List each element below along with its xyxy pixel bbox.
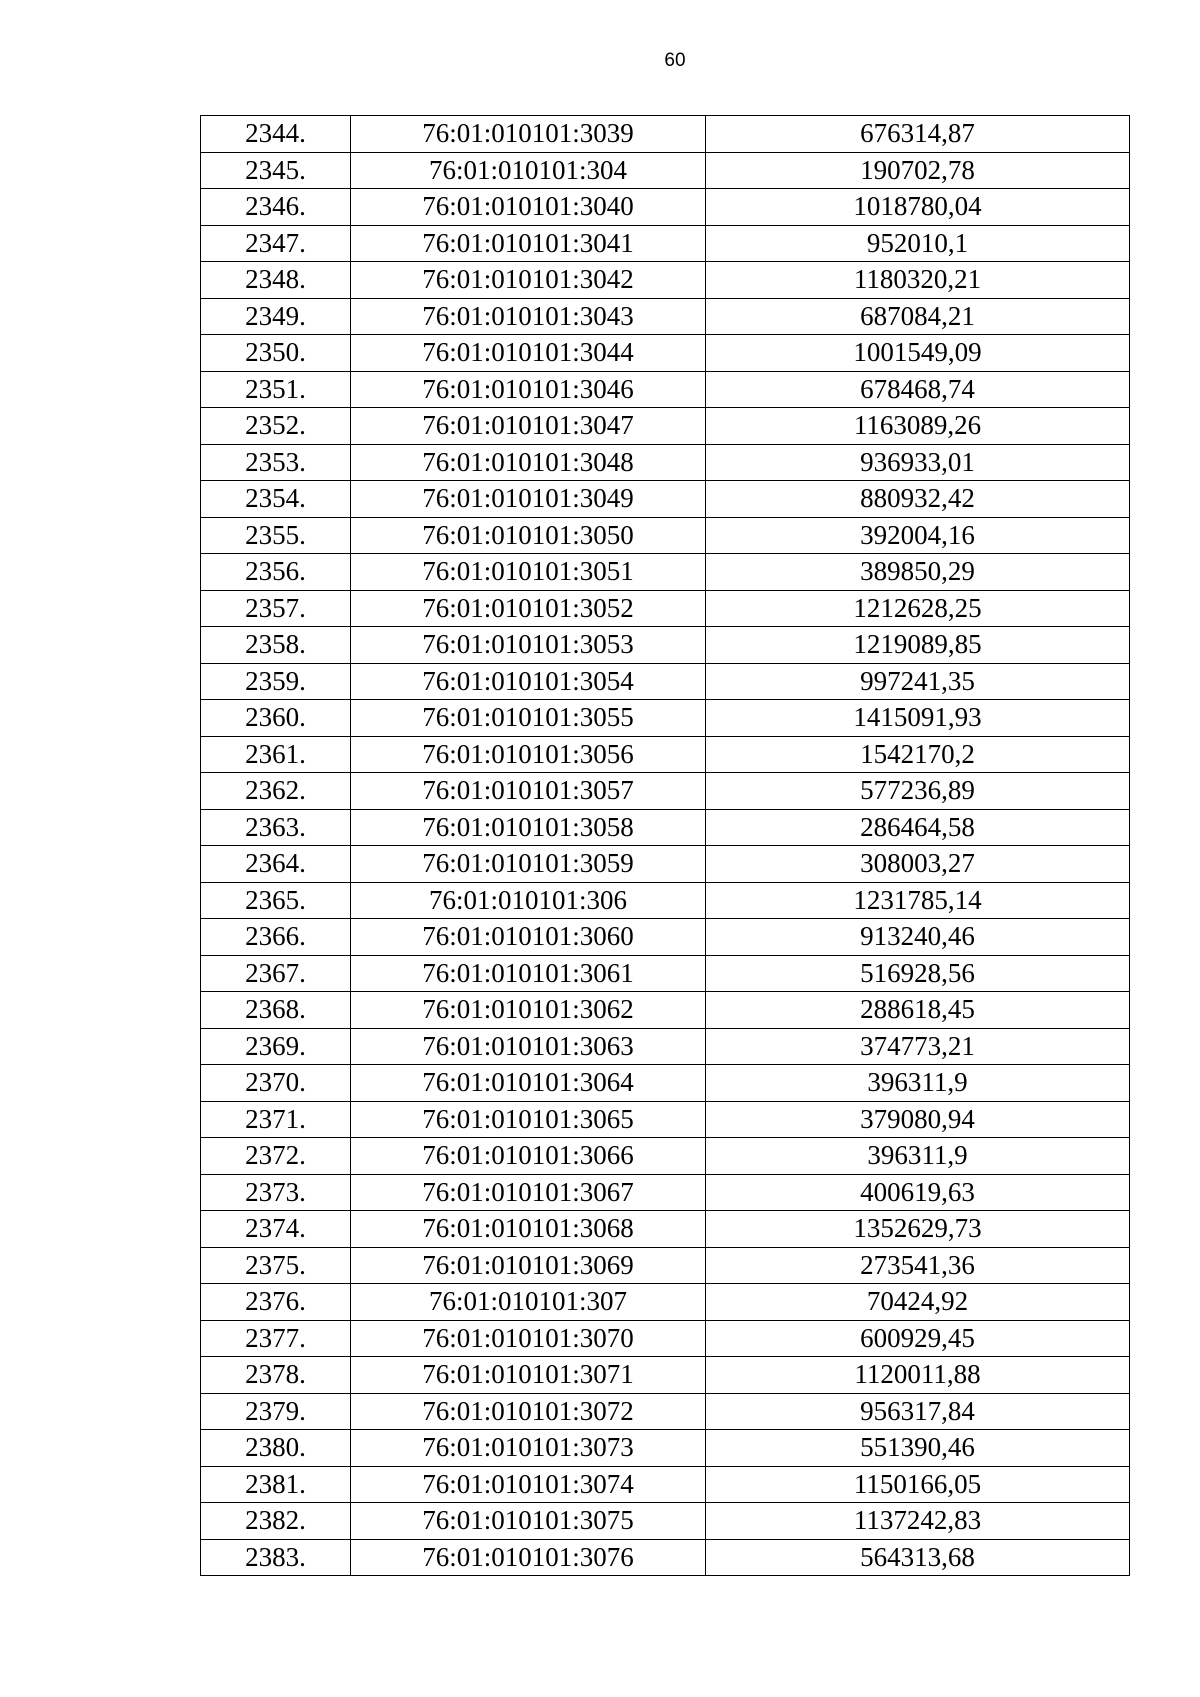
table-row [201,627,1130,664]
value-cell: 952010,1 [706,225,1130,262]
table-row [201,846,1130,883]
row-number-cell: 2344. [201,116,351,153]
row-number-cell: 2376. [201,1284,351,1321]
row-number-cell: 2349. [201,298,351,335]
value-cell: 288618,45 [706,992,1130,1029]
row-number-cell: 2380. [201,1430,351,1467]
value-cell: 551390,46 [706,1430,1130,1467]
table-row [201,1357,1130,1394]
cadastral-number-cell: 76:01:010101:3061 [351,955,706,992]
cadastral-number-cell: 76:01:010101:3052 [351,590,706,627]
table-row [201,298,1130,335]
value-cell: 1219089,85 [706,627,1130,664]
table-row [201,1065,1130,1102]
cadastral-number-cell: 76:01:010101:3054 [351,663,706,700]
table-row [201,992,1130,1029]
cadastral-number-cell: 76:01:010101:3044 [351,335,706,372]
row-number-cell: 2383. [201,1539,351,1576]
table-row [201,444,1130,481]
row-number-cell: 2352. [201,408,351,445]
value-cell: 1120011,88 [706,1357,1130,1394]
table-row [201,1284,1130,1321]
cadastral-number-cell: 76:01:010101:3060 [351,919,706,956]
table-row [201,1430,1130,1467]
value-cell: 1137242,83 [706,1503,1130,1540]
row-number-cell: 2373. [201,1174,351,1211]
value-cell: 1163089,26 [706,408,1130,445]
row-number-cell: 2367. [201,955,351,992]
cadastral-number-cell: 76:01:010101:3059 [351,846,706,883]
cadastral-number-cell: 76:01:010101:3071 [351,1357,706,1394]
row-number-cell: 2372. [201,1138,351,1175]
row-number-cell: 2357. [201,590,351,627]
cadastral-number-cell: 76:01:010101:3040 [351,189,706,226]
value-cell: 880932,42 [706,481,1130,518]
table-row [201,882,1130,919]
value-cell: 1212628,25 [706,590,1130,627]
cadastral-number-cell: 76:01:010101:3048 [351,444,706,481]
cadastral-number-cell: 76:01:010101:3064 [351,1065,706,1102]
row-number-cell: 2371. [201,1101,351,1138]
value-cell: 1352629,73 [706,1211,1130,1248]
value-cell: 1180320,21 [706,262,1130,299]
value-cell: 516928,56 [706,955,1130,992]
row-number-cell: 2346. [201,189,351,226]
row-number-cell: 2368. [201,992,351,1029]
table-row [201,1174,1130,1211]
value-cell: 1018780,04 [706,189,1130,226]
cadastral-number-cell: 76:01:010101:3041 [351,225,706,262]
row-number-cell: 2374. [201,1211,351,1248]
value-cell: 1150166,05 [706,1466,1130,1503]
row-number-cell: 2345. [201,152,351,189]
row-number-cell: 2377. [201,1320,351,1357]
table-row [201,773,1130,810]
value-cell: 389850,29 [706,554,1130,591]
row-number-cell: 2382. [201,1503,351,1540]
row-number-cell: 2370. [201,1065,351,1102]
table-row [201,1503,1130,1540]
cadastral-number-cell: 76:01:010101:3056 [351,736,706,773]
table-row [201,554,1130,591]
cadastral-number-cell: 76:01:010101:3066 [351,1138,706,1175]
cadastral-number-cell: 76:01:010101:3067 [351,1174,706,1211]
table-row [201,700,1130,737]
row-number-cell: 2359. [201,663,351,700]
cadastral-number-cell: 76:01:010101:3046 [351,371,706,408]
table-row [201,152,1130,189]
row-number-cell: 2350. [201,335,351,372]
row-number-cell: 2348. [201,262,351,299]
page-number: 60 [664,50,686,71]
value-cell: 396311,9 [706,1138,1130,1175]
value-cell: 564313,68 [706,1539,1130,1576]
table-row [201,1028,1130,1065]
table-row [201,481,1130,518]
row-number-cell: 2364. [201,846,351,883]
table-row [201,590,1130,627]
row-number-cell: 2347. [201,225,351,262]
row-number-cell: 2353. [201,444,351,481]
table-row [201,371,1130,408]
value-cell: 678468,74 [706,371,1130,408]
cadastral-value-table [200,115,1130,1576]
row-number-cell: 2378. [201,1357,351,1394]
value-cell: 379080,94 [706,1101,1130,1138]
value-cell: 997241,35 [706,663,1130,700]
value-cell: 913240,46 [706,919,1130,956]
cadastral-number-cell: 76:01:010101:3039 [351,116,706,153]
value-cell: 600929,45 [706,1320,1130,1357]
row-number-cell: 2379. [201,1393,351,1430]
value-cell: 1415091,93 [706,700,1130,737]
value-cell: 273541,36 [706,1247,1130,1284]
table-row [201,736,1130,773]
table-row [201,919,1130,956]
table-row [201,1101,1130,1138]
cadastral-number-cell: 76:01:010101:3050 [351,517,706,554]
table-row [201,1211,1130,1248]
value-cell: 577236,89 [706,773,1130,810]
value-cell: 396311,9 [706,1065,1130,1102]
row-number-cell: 2356. [201,554,351,591]
row-number-cell: 2381. [201,1466,351,1503]
table-row [201,955,1130,992]
cadastral-number-cell: 76:01:010101:3055 [351,700,706,737]
row-number-cell: 2369. [201,1028,351,1065]
cadastral-number-cell: 76:01:010101:306 [351,882,706,919]
table-row [201,517,1130,554]
value-cell: 956317,84 [706,1393,1130,1430]
value-cell: 190702,78 [706,152,1130,189]
cadastral-number-cell: 76:01:010101:3076 [351,1539,706,1576]
row-number-cell: 2360. [201,700,351,737]
cadastral-number-cell: 76:01:010101:3065 [351,1101,706,1138]
table-row [201,809,1130,846]
value-cell: 70424,92 [706,1284,1130,1321]
cadastral-number-cell: 76:01:010101:3058 [351,809,706,846]
value-cell: 1001549,09 [706,335,1130,372]
table-row [201,408,1130,445]
table-row [201,335,1130,372]
value-cell: 400619,63 [706,1174,1130,1211]
row-number-cell: 2375. [201,1247,351,1284]
value-cell: 676314,87 [706,116,1130,153]
cadastral-number-cell: 76:01:010101:3043 [351,298,706,335]
cadastral-number-cell: 76:01:010101:304 [351,152,706,189]
value-cell: 286464,58 [706,809,1130,846]
table-row [201,663,1130,700]
cadastral-number-cell: 76:01:010101:3051 [351,554,706,591]
cadastral-number-cell: 76:01:010101:3047 [351,408,706,445]
table-row [201,225,1130,262]
cadastral-number-cell: 76:01:010101:3063 [351,1028,706,1065]
value-cell: 1231785,14 [706,882,1130,919]
table-row [201,262,1130,299]
cadastral-number-cell: 76:01:010101:307 [351,1284,706,1321]
value-cell: 936933,01 [706,444,1130,481]
value-cell: 1542170,2 [706,736,1130,773]
table-row [201,1247,1130,1284]
row-number-cell: 2362. [201,773,351,810]
value-cell: 308003,27 [706,846,1130,883]
table-row [201,1539,1130,1576]
cadastral-number-cell: 76:01:010101:3075 [351,1503,706,1540]
table-row [201,116,1130,153]
cadastral-number-cell: 76:01:010101:3049 [351,481,706,518]
row-number-cell: 2363. [201,809,351,846]
table-row [201,189,1130,226]
table-row [201,1320,1130,1357]
row-number-cell: 2358. [201,627,351,664]
value-cell: 687084,21 [706,298,1130,335]
row-number-cell: 2351. [201,371,351,408]
cadastral-number-cell: 76:01:010101:3070 [351,1320,706,1357]
cadastral-number-cell: 76:01:010101:3053 [351,627,706,664]
cadastral-number-cell: 76:01:010101:3057 [351,773,706,810]
cadastral-number-cell: 76:01:010101:3074 [351,1466,706,1503]
cadastral-number-cell: 76:01:010101:3042 [351,262,706,299]
cadastral-number-cell: 76:01:010101:3072 [351,1393,706,1430]
cadastral-number-cell: 76:01:010101:3073 [351,1430,706,1467]
row-number-cell: 2366. [201,919,351,956]
table-row [201,1138,1130,1175]
cadastral-number-cell: 76:01:010101:3069 [351,1247,706,1284]
cadastral-number-cell: 76:01:010101:3062 [351,992,706,1029]
row-number-cell: 2355. [201,517,351,554]
table-row [201,1466,1130,1503]
row-number-cell: 2354. [201,481,351,518]
cadastral-number-cell: 76:01:010101:3068 [351,1211,706,1248]
table-row [201,1393,1130,1430]
table-body [201,116,1130,1576]
value-cell: 374773,21 [706,1028,1130,1065]
row-number-cell: 2365. [201,882,351,919]
row-number-cell: 2361. [201,736,351,773]
value-cell: 392004,16 [706,517,1130,554]
